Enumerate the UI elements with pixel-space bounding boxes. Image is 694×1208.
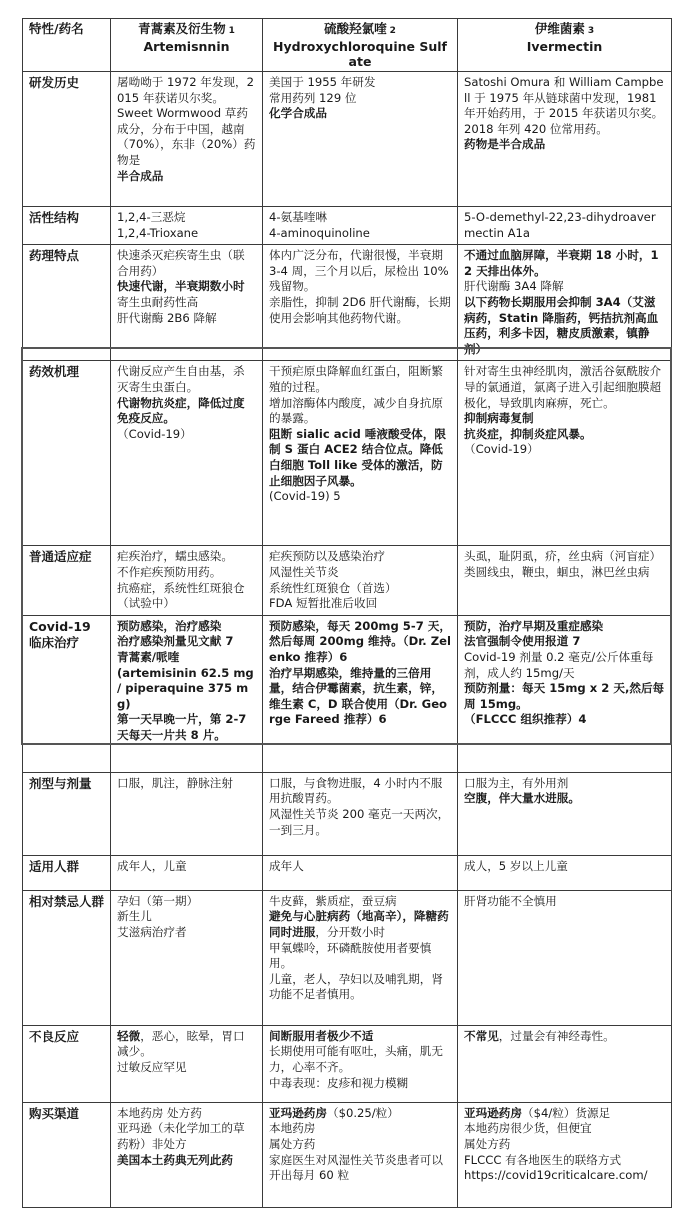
cell-text: 半合成品 — [117, 168, 164, 183]
header-ivermectin-ref: 3 — [587, 26, 595, 36]
cell-population-ivermectin — [458, 855, 672, 890]
cell-text: 本地药房很少货，但便宜 — [464, 1121, 592, 1136]
cell-text: 抑制病毒复制 — [464, 411, 534, 426]
row-label-population — [23, 855, 111, 890]
row-population — [23, 855, 672, 890]
row-label-text: 研发历史 — [29, 75, 80, 90]
cell-adverse-effects-artemisinin — [111, 1025, 263, 1102]
cell-text: 1,2,4-三恶烷 — [117, 210, 186, 224]
row-label-structure — [23, 207, 111, 245]
row-mechanism — [23, 361, 672, 546]
cell-text: ，恶心，眩晕，胃口减少。 — [117, 1028, 245, 1059]
cell-text: 孕妇（第一期） — [117, 893, 199, 908]
cell-covid-treatment-artemisinin — [111, 615, 263, 772]
cell-population-artemisinin — [111, 855, 263, 890]
cell-text: Covid-19 剂量 0.2 毫克/公斤体重每剂，成人约 15mg/天 — [464, 649, 654, 680]
cell-text: 亚玛逊（未化学加工的草药粉）非处方 — [117, 1121, 245, 1151]
header-hcq-en: Hydroxychloroquine Sulfate — [273, 39, 447, 69]
row-pharmacology — [23, 245, 672, 361]
cell-text: 增加溶酶体内酸度，减少自身抗原的暴露。 — [269, 395, 443, 426]
cell-text: （FLCCC 组织推荐）4 — [464, 712, 587, 727]
cell-text: 系统性红斑狼仓（首选） — [269, 580, 397, 595]
cell-structure-hydroxychloroquine — [263, 207, 458, 245]
cell-text: 本地药房 处方药 — [117, 1105, 202, 1120]
cell-text: 预防感染，每天 200mg 5-7 天，然后每周 200mg 维持。（Dr. Zelenko 推荐）6 — [269, 618, 451, 664]
cell-text: 长期使用可能有呕吐，头痛，肌无力，心率不齐。 — [269, 1044, 443, 1074]
row-label-text: 药效机理 — [29, 364, 80, 380]
cell-text: 青蒿素/哌喹 — [117, 649, 180, 664]
cell-text: 家庭医生对风湿性关节炎患者可以开出每月 60 粒 — [269, 1152, 443, 1183]
header-row — [23, 19, 672, 72]
cell-indications-ivermectin — [458, 546, 672, 615]
header-artemisinin-en: Artemisnnin — [143, 39, 230, 54]
cell-text: 代谢物抗炎症，降低过度免疫反应。 — [117, 395, 245, 426]
cell-text: 常用药列 129 位 — [269, 90, 357, 105]
cell-text: FDA 短暂批准后收回 — [269, 596, 378, 611]
cell-covid-treatment-hydroxychloroquine — [263, 615, 458, 772]
header-artemisinin-ref: 1 — [228, 26, 235, 36]
cell-indications-hydroxychloroquine — [263, 546, 458, 615]
cell-structure-artemisinin — [111, 207, 263, 245]
cell-text: 预防，治疗早期及重症感染 — [464, 618, 604, 633]
row-label-text: 药理特点 — [29, 248, 80, 264]
cell-text: 避免与心脏病药（地高辛），降糖药同时进服 — [269, 909, 449, 939]
cell-dosage-artemisinin — [111, 772, 263, 855]
row-label-pharmacology — [23, 245, 111, 361]
cell-text: 间断服用者极少不适 — [269, 1028, 374, 1043]
row-label-text: 适用人群 — [29, 858, 80, 874]
row-label-text: 不良反应 — [29, 1028, 80, 1044]
cell-text: 寄生虫耐药性高 — [117, 294, 199, 309]
header-ivermectin-cn: 伊维菌素 — [534, 21, 585, 36]
header-artemisinin — [111, 19, 263, 72]
row-label-text: 购买渠道 — [29, 1105, 80, 1121]
cell-pharmacology-hydroxychloroquine — [263, 245, 458, 361]
cell-text: 阻断 sialic acid 唾液酸受体，限制 S 蛋白 ACE2 结合位点。降低白细胞 Toll like 受体的激活，防止细胞因子风暴。 — [269, 426, 446, 488]
cell-purchase-hydroxychloroquine — [263, 1102, 458, 1207]
row-label-adverse-effects — [23, 1025, 111, 1102]
row-contraindications — [23, 890, 672, 1025]
cell-text: 第一天早晚一片，第 2-7 天每天一片共 8 片。 — [117, 712, 247, 742]
cell-contraindications-hydroxychloroquine — [263, 890, 458, 1025]
cell-text: 快速杀灭疟疾寄生虫（联合用药） — [117, 248, 245, 278]
cell-text: 属处方药 — [464, 1136, 511, 1151]
cell-text: 化学合成品 — [269, 106, 327, 121]
row-label-covid-treatment — [23, 615, 111, 772]
cell-text: 不常见 — [464, 1028, 499, 1043]
cell-text: 干预疟原虫降解血红蛋白，阻断繁殖的过程。 — [269, 364, 443, 394]
cell-text: （Covid-19） — [464, 442, 539, 457]
cell-text: 不通过血脑屏障，半衰期 18 小时，12 天排出体外。 — [464, 248, 659, 278]
header-artemisinin-cn: 青蒿素及衍生物 — [138, 21, 226, 36]
cell-text: 亚玛逊药房 — [464, 1105, 522, 1120]
row-dosage — [23, 772, 672, 855]
cell-text: 头虱，耻阴虱，疥，丝虫病（河盲症）类圆线虫，鞭虫，蛔虫，淋巴丝虫病 — [464, 549, 662, 579]
cell-text: 法官强制令使用报道 7 — [464, 634, 581, 649]
row-indications — [23, 546, 672, 615]
cell-text: 本地药房 — [269, 1121, 316, 1136]
cell-text: 甲氧蝶呤，环磷酰胺使用者要慎用。 — [269, 940, 432, 971]
cell-text: 儿童，老人，孕妇以及哺乳期，肾功能不足者慎用。 — [269, 971, 443, 1002]
row-history — [23, 72, 672, 207]
header-attribute-label: 特性/药名 — [29, 21, 84, 36]
cell-dosage-ivermectin — [458, 772, 672, 855]
row-purchase — [23, 1102, 672, 1207]
cell-text: 空腹，伴大量水进服。 — [464, 791, 580, 806]
cell-text: 口服，肌注，静脉注射 — [117, 775, 233, 790]
cell-dosage-hydroxychloroquine — [263, 772, 458, 855]
cell-text: 4-aminoquinoline — [269, 225, 370, 240]
cell-text: 以下药物长期服用会抑制 3A4（艾滋病药，Statin 降脂药，钙拮抗剂高血压药，利多卡因，糖皮质激素，镇静剂） — [464, 294, 659, 356]
header-attribute — [23, 19, 111, 72]
cell-text: 新生儿 — [117, 909, 152, 924]
cell-text: 肝代谢酶 3A4 降解 — [464, 279, 564, 294]
cell-text: https://covid19criticalcare.com/ — [464, 1168, 648, 1183]
cell-text: 疟疾治疗，蠕虫感染。 — [117, 549, 233, 564]
cell-text: 口服为主，有外用剂 — [464, 775, 569, 790]
cell-text: 预防感染，治疗感染 — [117, 618, 222, 633]
cell-structure-ivermectin — [458, 207, 672, 245]
cell-mechanism-hydroxychloroquine — [263, 361, 458, 546]
row-label-text: 活性结构 — [29, 210, 80, 225]
cell-text: 1,2,4-Trioxane — [117, 225, 199, 240]
cell-purchase-artemisinin — [111, 1102, 263, 1207]
cell-pharmacology-ivermectin — [458, 245, 672, 361]
cell-history-artemisinin — [111, 72, 263, 207]
row-label-contraindications — [23, 890, 111, 1025]
row-label-purchase — [23, 1102, 111, 1207]
cell-text: 疟疾预防以及感染治疗 — [269, 549, 385, 564]
cell-text: 药物是半合成品 — [464, 137, 546, 152]
cell-text: 中毒表现：皮疹和视力模糊 — [269, 1075, 409, 1090]
cell-text: 成人，5 岁以上儿童 — [464, 858, 568, 873]
cell-text: 针对寄生虫神经肌肉，激活谷氨酰胺介导的氯通道，氯离子进入引起细胞膜超极化，导致肌肉麻痹，死亡。 — [464, 364, 662, 410]
cell-indications-artemisinin — [111, 546, 263, 615]
cell-text: 艾滋病治疗者 — [117, 924, 187, 939]
cell-text: 5-O-demethyl-22,23-dihydroavermectin A1a — [464, 210, 656, 240]
cell-text: 肝代谢酶 2B6 降解 — [117, 310, 217, 325]
cell-text: 2018 年列 420 位常用药。 — [464, 121, 608, 136]
cell-text: 治疗早期感染，维持量的三倍用量，结合伊霉菌素，抗生素，锌，维生素 C，D 联合使用（Dr. George Fareed 推荐）6 — [269, 665, 448, 727]
cell-text: 4-氨基喹啉 — [269, 210, 327, 224]
cell-text: 牛皮藓，紫质症，蚕豆病 — [269, 893, 397, 908]
cell-text: 不作疟疾预防用药。 — [117, 564, 222, 579]
cell-population-hydroxychloroquine — [263, 855, 458, 890]
cell-covid-treatment-ivermectin — [458, 615, 672, 772]
cell-text: 抗癌症，系统性红斑狼仓（试验中） — [117, 580, 245, 611]
cell-text: (artemisinin 62.5 mg / piperaquine 375 mg) — [117, 665, 254, 711]
cell-mechanism-ivermectin — [458, 361, 672, 546]
cell-text: （$0.25/粒） — [326, 1105, 399, 1120]
header-hydroxychloroquine — [263, 19, 458, 72]
cell-text: 亲脂性，抑制 2D6 肝代谢酶，长期使用会影响其他药物代谢。 — [269, 294, 451, 325]
cell-text: FLCCC 有各地医生的联络方式 — [464, 1152, 622, 1167]
cell-text: 美国本土药典无列此药 — [117, 1152, 233, 1167]
cell-text: 轻微 — [117, 1028, 141, 1043]
cell-text: 过敏反应罕见 — [117, 1059, 187, 1074]
cell-adverse-effects-ivermectin — [458, 1025, 672, 1102]
row-label-indications — [23, 546, 111, 615]
row-label-dosage — [23, 772, 111, 855]
cell-text: Satoshi Omura 和 William Campbell 于 1975 年从链球菌中发现，1981 年开始药用，于 2015 年获诺贝尔奖。 — [464, 75, 664, 121]
cell-history-hydroxychloroquine — [263, 72, 458, 207]
header-hcq-ref: 2 — [389, 26, 396, 36]
cell-mechanism-artemisinin — [111, 361, 263, 546]
row-label-mechanism — [23, 361, 111, 546]
cell-text: 美国于 1955 年研发 — [269, 75, 376, 89]
cell-text: 风湿性关节炎 — [269, 564, 339, 579]
row-label-text: Covid-19 临床治疗 — [29, 618, 91, 650]
header-ivermectin — [458, 19, 672, 72]
cell-text: Sweet Wormwood 草药成分，分布于中国，越南（70%），东非（20%）药物是 — [117, 106, 256, 167]
cell-history-ivermectin — [458, 72, 672, 207]
cell-text: 肝肾功能不全慎用 — [464, 893, 557, 908]
cell-text: 代谢反应产生自由基，杀灭寄生虫蛋白。 — [117, 364, 245, 394]
cell-text: 属处方药 — [269, 1136, 316, 1151]
cell-text: 预防剂量：每天 15mg x 2 天,然后每周 15mg。 — [464, 681, 665, 711]
cell-text: (Covid-19) 5 — [269, 489, 341, 504]
cell-text: 屠呦呦于 1972 年发现，2015 年获诺贝尔奖。 — [117, 75, 255, 105]
cell-text: ，分开数小时 — [315, 924, 385, 939]
cell-pharmacology-artemisinin — [111, 245, 263, 361]
cell-text: 口服，与食物进服，4 小时内不服用抗酸胃药。 — [269, 775, 443, 806]
row-label-text: 相对禁忌人群 — [29, 893, 105, 909]
cell-text: 亚玛逊药房 — [269, 1105, 327, 1120]
row-label-text: 普通适应症 — [29, 549, 92, 565]
row-covid-treatment — [23, 615, 672, 772]
cell-text: 体内广泛分布，代谢很慢，半衰期 3-4 周，三个月以后，尿检出 10%残留物。 — [269, 248, 449, 294]
drug-comparison-table — [22, 18, 672, 1208]
cell-text: 成年人，儿童 — [117, 858, 187, 873]
cell-purchase-ivermectin — [458, 1102, 672, 1207]
cell-text: 治疗感染剂量见文献 7 — [117, 634, 234, 649]
cell-text: 快速代谢，半衰期数小时 — [117, 279, 245, 294]
cell-text: 成年人 — [269, 858, 304, 873]
cell-text: （Covid-19） — [117, 426, 192, 441]
header-hcq-cn: 硫酸羟氯喹 — [324, 21, 387, 36]
row-adverse-effects — [23, 1025, 672, 1102]
cell-contraindications-ivermectin — [458, 890, 672, 1025]
row-label-history — [23, 72, 111, 207]
header-ivermectin-en: Ivermectin — [526, 39, 603, 54]
row-structure — [23, 207, 672, 245]
cell-text: 抗炎症，抑制炎症风暴。 — [464, 426, 592, 441]
cell-text: ，过量会有神经毒性。 — [498, 1028, 615, 1043]
cell-contraindications-artemisinin — [111, 890, 263, 1025]
cell-text: 风湿性关节炎 200 毫克一天两次，一到三月。 — [269, 806, 450, 837]
cell-text: （$4/粒）货源足 — [521, 1105, 611, 1120]
cell-adverse-effects-hydroxychloroquine — [263, 1025, 458, 1102]
row-label-text: 剂型与剂量 — [29, 775, 92, 791]
